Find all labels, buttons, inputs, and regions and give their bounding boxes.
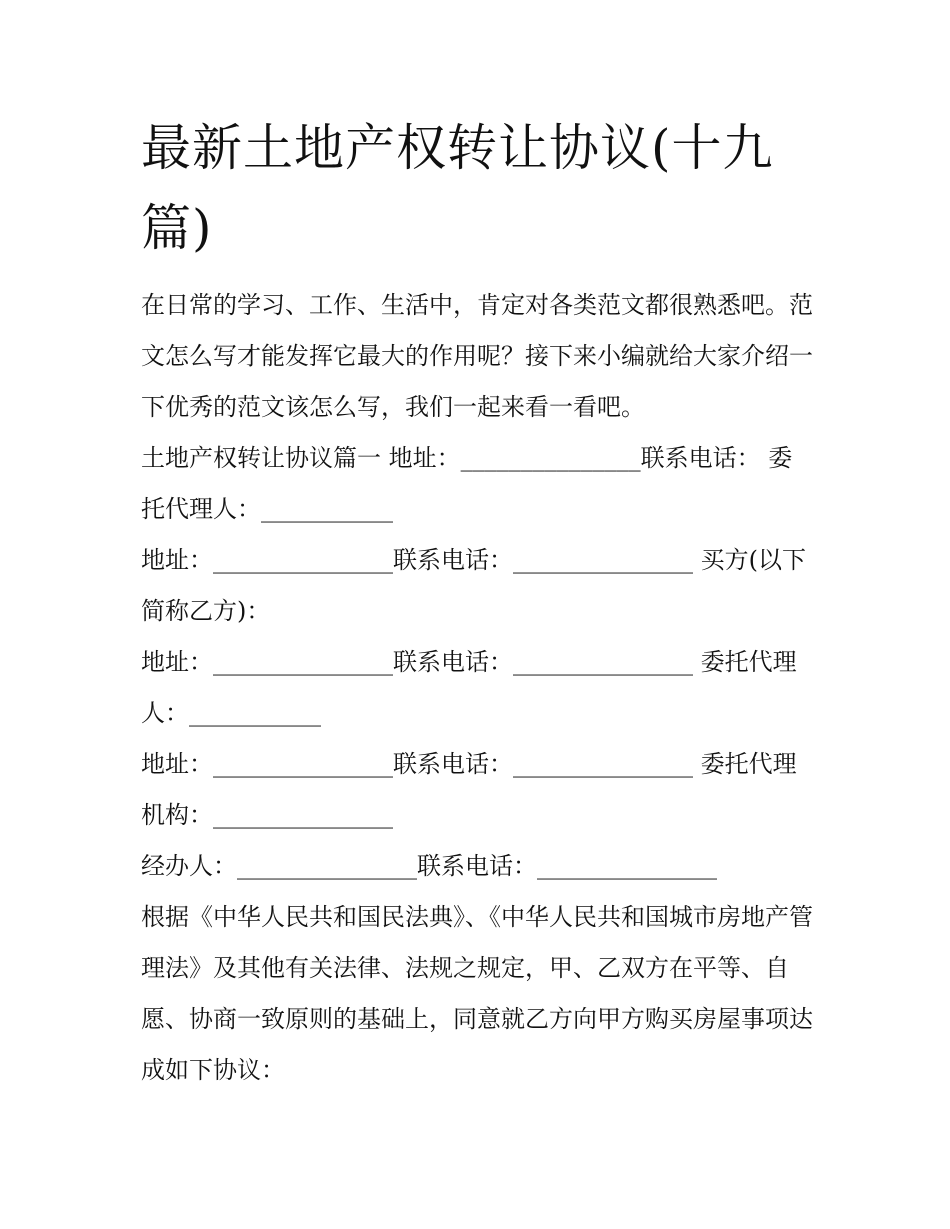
document-page xyxy=(141,108,813,1096)
seller-address-line: 土地产权转让协议篇一 地址：_______________联系电话： 委托代理人：___________ xyxy=(141,444,793,523)
document-title: 最新土地产权转让协议(十九篇) xyxy=(141,119,774,257)
agreement-basis-paragraph: 根据《中华人民共和国民法典》、《中华人民共和国城市房地产管理法》及其他有关法律、法规之规定，甲、乙双方在平等、自愿、协商一致原则的基础上，同意就乙方向甲方购买房屋事项达成如下协议： xyxy=(141,903,813,1084)
buyer-address-line: 地址：_______________联系电话：_______________ 委托代理人：___________ xyxy=(141,648,797,727)
buyer-agent-address-line: 地址：_______________联系电话：_______________ 委托代理机构：_______________ xyxy=(141,750,797,829)
seller-agent-address-line: 地址：_______________联系电话：_______________ 买方(以下简称乙方)： xyxy=(141,546,806,625)
handler-line: 经办人：_______________联系电话：_______________ xyxy=(141,852,717,880)
intro-paragraph: 在日常的学习、工作、生活中，肯定对各类范文都很熟悉吧。范文怎么写才能发挥它最大的作用呢？接下来小编就给大家介绍一下优秀的范文该怎么写，我们一起来看一看吧。 xyxy=(141,291,813,421)
